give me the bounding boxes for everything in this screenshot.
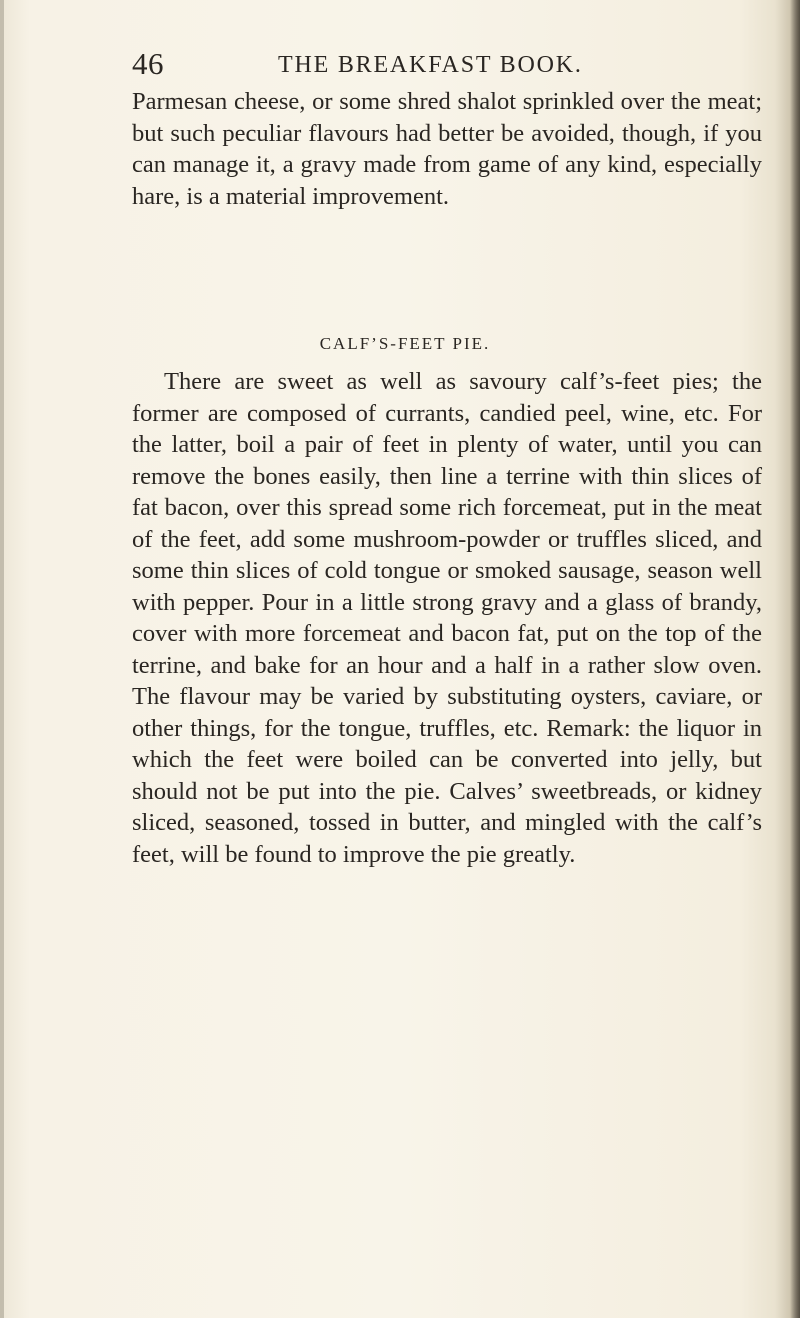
running-head: THE BREAKFAST BOOK. (278, 52, 583, 78)
page-left-edge (0, 0, 4, 1318)
page-number: 46 (132, 46, 164, 81)
page-header (132, 46, 732, 86)
recipe-paragraph: There are sweet as well as savoury calf’s-feet pies; the former are composed of currants, candied peel, wine, etc. For the latter, boil a pair of feet in plenty of water, until you can remove the bones easily, then line a terrine with thin slices of fat bacon, over this spread some rich forcemeat, put in the meat of the feet, add some mushroom-powder or truffles sliced, and some thin slices of cold tongue or smoked sausage, season well with pepper. Pour in a little strong gravy and a glass of brandy, cover with more forcemeat and bacon fat, put on the top of the terrine, and bake for an hour and a half in a rather slow oven. The flavour may be varied by substituting oysters, caviare, or other things, for the tongue, truffles, etc. Remark: the liquor in which the feet were boiled can be converted into jelly, but should not be put into the pie. Calves’ sweetbreads, or kidney sliced, seasoned, tossed in butter, and mingled with the calf’s feet, will be found to improve the pie greatly. (132, 368, 762, 868)
page-gutter-shadow (790, 0, 800, 1318)
section-title: CALF’S-FEET PIE. (319, 334, 491, 353)
intro-paragraph: Parmesan cheese, or some shred shalot sprinkled over the meat; but such peculiar flavours had better be avoided, though, if you can manage it, a gravy made from game of any kind, especially hare, is a material improvement. (132, 88, 762, 210)
